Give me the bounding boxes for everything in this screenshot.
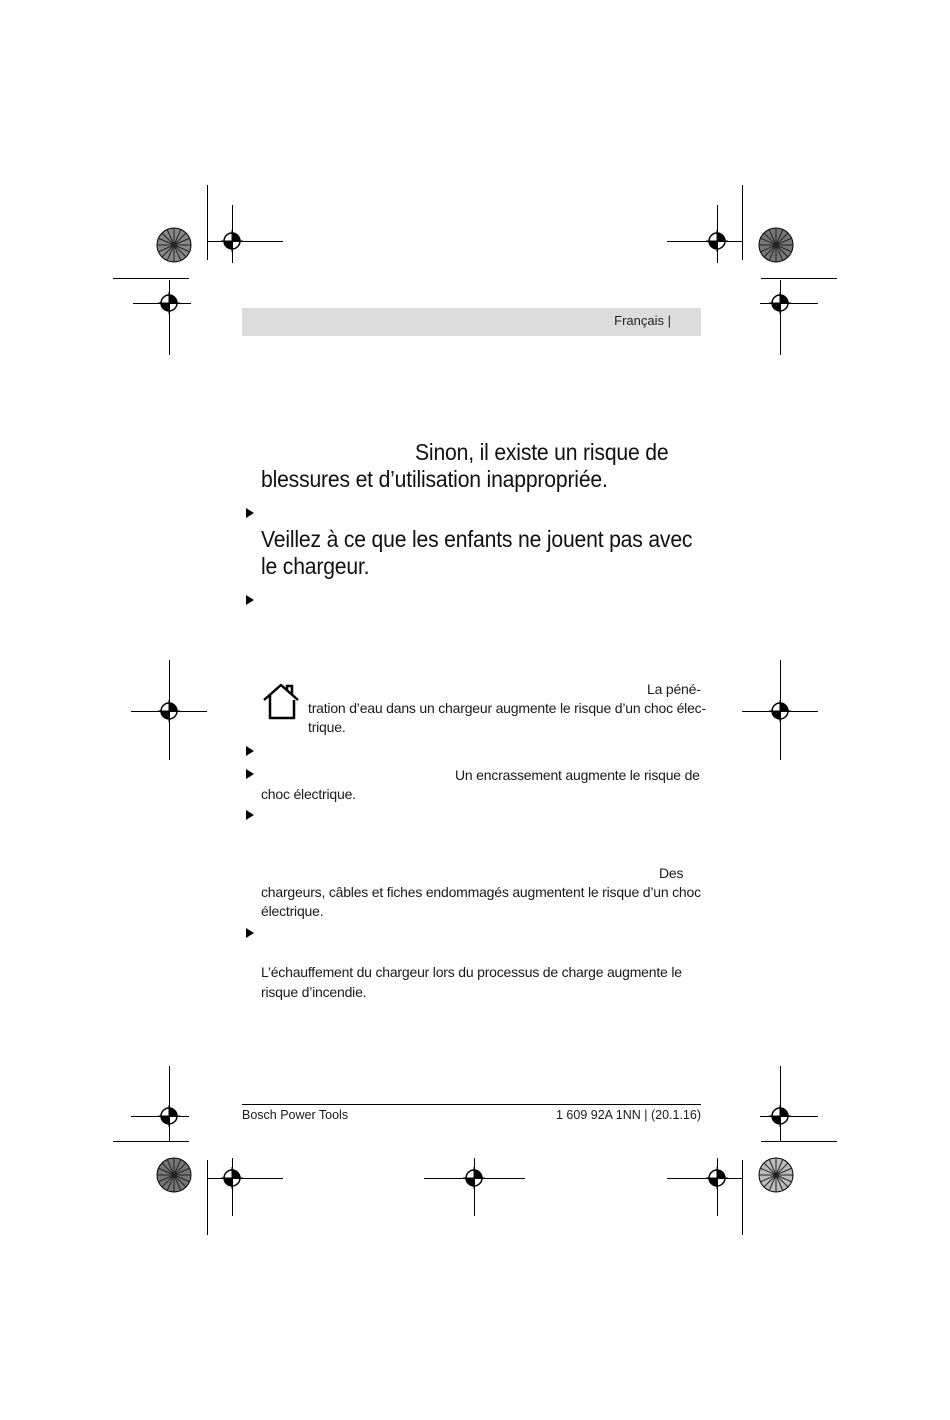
triangle-bullet-icon xyxy=(246,810,254,820)
crop-mark xyxy=(667,1178,743,1179)
color-target-icon xyxy=(156,1157,192,1193)
registration-mark-icon xyxy=(221,1167,243,1189)
registration-mark-icon xyxy=(158,292,180,314)
footer-brand: Bosch Power Tools xyxy=(242,1108,349,1122)
registration-mark-icon xyxy=(158,700,180,722)
color-target-icon xyxy=(758,1157,794,1193)
crop-mark xyxy=(761,278,837,279)
paragraph-text: Un encrassement augmente le risque de xyxy=(455,767,700,783)
registration-mark-icon xyxy=(463,1167,485,1189)
paragraph-text: chargeurs, câbles et fiches endommagés augmentent le risque d’un choc xyxy=(261,884,701,900)
triangle-bullet-icon xyxy=(246,508,254,518)
crop-mark xyxy=(169,1066,170,1141)
paragraph-text: choc électrique. xyxy=(261,786,356,802)
registration-mark-icon xyxy=(706,1167,728,1189)
paragraph-text: Des xyxy=(659,865,684,881)
crop-mark xyxy=(761,1141,837,1142)
registration-mark-icon xyxy=(769,292,791,314)
footer-doc-ref: 1 609 92A 1NN | (20.1.16) xyxy=(555,1108,701,1122)
warning-text: blessures et d’utilisation inappropriée. xyxy=(261,466,608,492)
registration-mark-icon xyxy=(706,230,728,252)
warning-text: Sinon, il existe un risque de xyxy=(415,439,669,465)
crop-mark xyxy=(207,1160,208,1235)
color-target-icon xyxy=(156,227,192,263)
crop-mark xyxy=(113,278,189,279)
crop-mark xyxy=(207,1178,283,1179)
registration-mark-icon xyxy=(221,230,243,252)
page-header xyxy=(242,308,701,336)
triangle-bullet-icon xyxy=(246,769,254,779)
crop-mark xyxy=(780,1066,781,1141)
crop-mark xyxy=(207,241,283,242)
crop-mark xyxy=(742,185,743,260)
house-icon xyxy=(261,682,301,720)
triangle-bullet-icon xyxy=(246,595,254,605)
crop-mark xyxy=(113,1141,189,1142)
registration-mark-icon xyxy=(769,700,791,722)
color-target-icon xyxy=(758,227,794,263)
paragraph-text: tration d’eau dans un chargeur augmente le risque d’un choc élec- xyxy=(308,700,706,716)
paragraph-text: risque d’incendie. xyxy=(261,984,367,1000)
crop-mark xyxy=(742,1160,743,1235)
warning-text: le chargeur. xyxy=(261,553,370,579)
paragraph-text: électrique. xyxy=(261,903,324,919)
language-label: Français | xyxy=(614,313,671,328)
triangle-bullet-icon xyxy=(246,928,254,938)
paragraph-text: trique. xyxy=(308,719,346,735)
paragraph-text: L’échauffement du chargeur lors du processus de charge augmente le xyxy=(261,964,682,980)
warning-text: Veillez à ce que les enfants ne jouent pas avec xyxy=(261,526,693,552)
registration-mark-icon xyxy=(769,1105,791,1127)
paragraph-text: La péné- xyxy=(647,681,701,697)
triangle-bullet-icon xyxy=(246,746,254,756)
crop-mark xyxy=(667,241,743,242)
crop-mark xyxy=(207,185,208,260)
footer-rule xyxy=(242,1104,701,1105)
registration-mark-icon xyxy=(158,1105,180,1127)
